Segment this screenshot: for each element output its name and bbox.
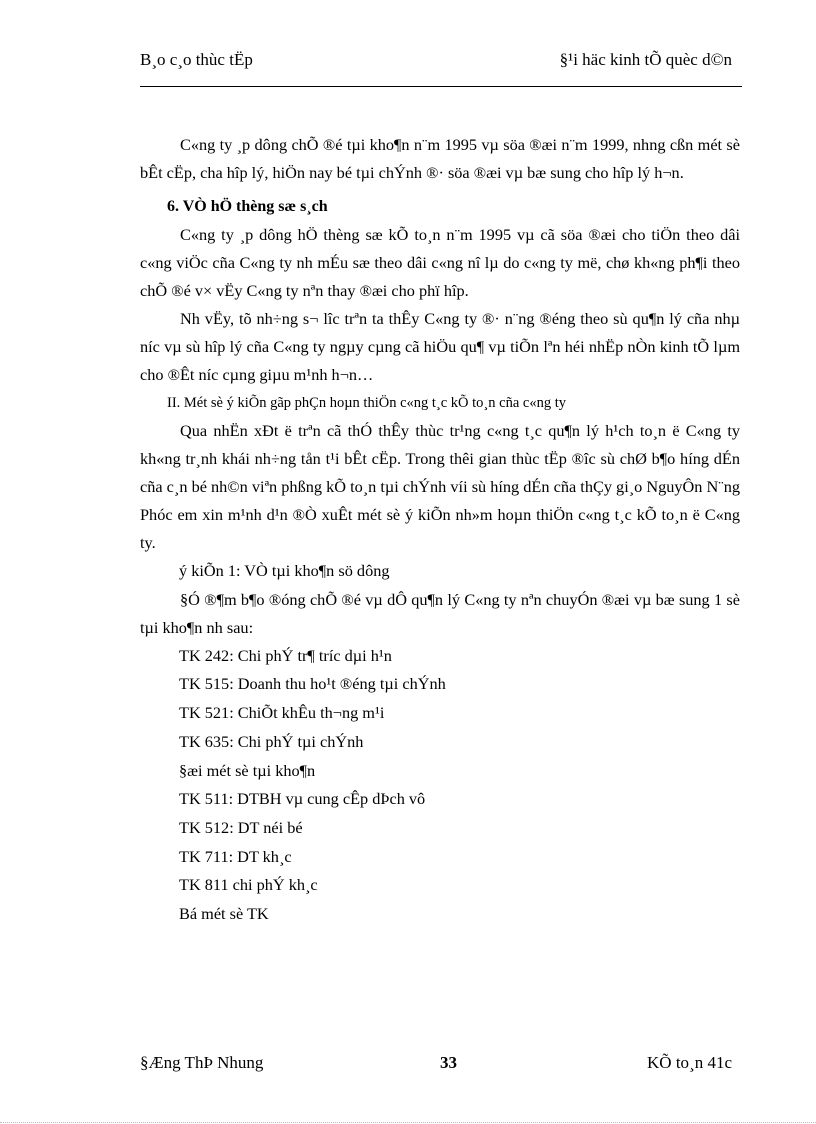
idea-1-label: ý kiÕn 1: VÒ tµi kho¶n sö dông [179,561,390,580]
page-header [140,50,740,76]
paragraph-2: C«ng ty ¸p dông hÖ thèng sæ kÕ to¸n n¨m 1995 vµ cã söa ®æi cho tiÖn theo dâi c«ng viÖc cña C«ng ty nh mÉu sæ theo dâi c«ng nî lµ do c«ng ty më, chø kh«ng ph¶i theo chÕ ®é v× vËy C«ng ty nªn thay ®æi cho phï hîp. [140,225,740,300]
account-item: Bá mét sè TK [179,904,269,924]
paragraph-5: §Ó ®¶m b¶o ®óng chÕ ®é vµ dÔ qu¶n lý C«ng ty nªn chuyÓn ®æi vµ bæ sung 1 sè tµi kho¶n nh sau: [140,589,740,637]
page-number: 33 [440,1053,457,1072]
account-item: TK 515: Doanh thu ho¹t ®éng tµi chÝnh [179,674,446,694]
paragraph-1: C«ng ty ¸p dông chÕ ®é tµi kho¶n n¨m 1995 vµ söa ®æi n¨m 1999, nhng cßn mét sè bÊt cËp, cha hîp lý, hiÖn nay bé tµi chÝnh ®· söa ®æi vµ bæ sung cho hîp lý h¬n. [140,135,740,182]
document-body [140,131,740,929]
paragraph-3: Nh vËy, tõ nh÷ng s¬ lîc trªn ta thÊy C«ng ty ®· n¨ng ®éng theo sù qu¶n lý cña nhµ níc vµ sù hîp lý cña C«ng ty ngµy cµng cã hiÖu qu¶ vµ tiÕn lªn héi nhËp nÒn kinh tÕ lµm cho ®Êt níc cµng giµu m¹nh h¬n… [140,309,740,384]
footer-author: §Æng ThÞ Nhung [140,1053,264,1072]
header-rule [140,86,742,87]
account-item: TK 521: ChiÕt khÊu th¬ng m¹i [179,703,385,723]
account-item: TK 511: DTBH vµ cung cÊp dÞch vô [179,789,426,809]
header-left-title: B¸o c¸o thùc tËp [140,50,253,69]
footer-class: KÕ to¸n 41c [647,1053,732,1072]
section-heading-2: II. Mét sè ý kiÕn gãp phÇn hoµn thiÖn c«ng t¸c kÕ to¸n cña c«ng ty [167,395,566,411]
account-item: TK 635: Chi phÝ tµi chÝnh [179,731,364,751]
paragraph-4: Qua nhËn xÐt ë trªn cã thÓ thÊy thùc tr¹ng c«ng t¸c qu¶n lý h¹ch to¸n ë C«ng ty kh«ng tr¸nh khái nh÷ng tån t¹i bÊt cËp. Trong thêi gian thùc tËp ®îc sù chØ b¶o híng dÉn cña c¸n bé nh©n viªn phßng kÕ to¸n tµi chÝnh víi sù híng dÉn cña thÇy gi¸o NguyÔn N¨ng Phóc em xin m¹nh d¹n ®Ò xuÊt mét sè ý kiÕn nh»m hoµn thiÖn c«ng t¸c kÕ to¸n ë C«ng ty. [140,421,740,552]
section-heading-6: 6. VÒ hÖ thèng sæ s¸ch [167,198,328,215]
header-right-title: §¹i häc kinh tÕ quèc d©n [559,50,732,69]
account-item: TK 811 chi phÝ kh¸c [179,875,318,895]
account-item: TK 711: DT kh¸c [179,846,292,866]
account-item: §æi mét sè tµi kho¶n [179,760,316,780]
page-footer [140,1053,740,1079]
account-item: TK 242: Chi phÝ tr¶ tríc dµi h¹n [179,645,392,665]
account-item: TK 512: DT néi bé [179,817,303,837]
